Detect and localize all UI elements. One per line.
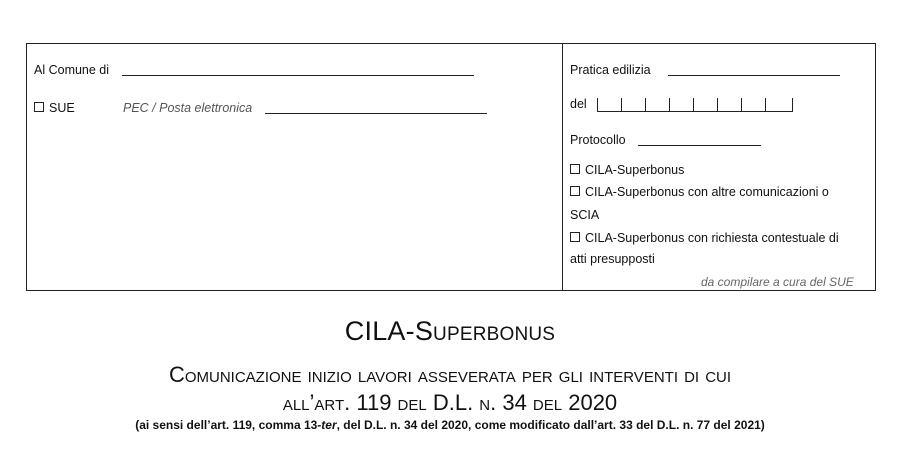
protocollo-label: Protocollo xyxy=(570,133,626,147)
cila-checkbox[interactable] xyxy=(570,164,580,174)
del-label: del xyxy=(570,97,587,111)
cila-altre-checkbox[interactable] xyxy=(570,186,580,196)
option-cila-richiesta[interactable]: CILA-Superbonus con richiesta contestuale di xyxy=(570,231,839,245)
title-text: CILA-Superbonus xyxy=(344,316,556,346)
pratica-field[interactable] xyxy=(668,75,840,76)
sue-checkbox[interactable] xyxy=(34,102,44,112)
option-cila-richiesta-cont: atti presupposti xyxy=(570,252,655,266)
page-title xyxy=(0,316,900,347)
sue-label: SUE xyxy=(49,101,75,115)
pec-label: PEC / Posta elettronica xyxy=(123,101,253,115)
option-cila-altre-cont: SCIA xyxy=(570,208,600,222)
pratica-label: Pratica edilizia xyxy=(570,63,651,77)
pec-field[interactable] xyxy=(265,113,487,114)
protocollo-field[interactable] xyxy=(638,145,761,146)
cila-richiesta-checkbox[interactable] xyxy=(570,232,580,242)
subtitle-line-2: all’art. 119 del D.L. n. 34 del 2020 xyxy=(282,390,618,415)
sue-header-box xyxy=(26,43,876,291)
sue-note: da compilare a cura del SUE xyxy=(701,275,854,289)
comune-field[interactable] xyxy=(122,75,474,76)
column-divider xyxy=(562,44,563,290)
legal-reference: (ai sensi dell’art. 119, comma 13-ter, del D.L. n. 34 del 2020, come modificato dall’art. 33 del D.L. n. 77 del 2021) xyxy=(135,418,765,432)
option-cila-altre[interactable]: CILA-Superbonus con altre comunicazioni o xyxy=(570,185,829,199)
sue-option[interactable] xyxy=(34,101,75,115)
comune-label: Al Comune di xyxy=(34,63,110,77)
subtitle-line-1: Comunicazione inizio lavori asseverata per gli interventi di cui xyxy=(168,362,732,387)
option-cila[interactable]: CILA-Superbonus xyxy=(570,163,684,177)
